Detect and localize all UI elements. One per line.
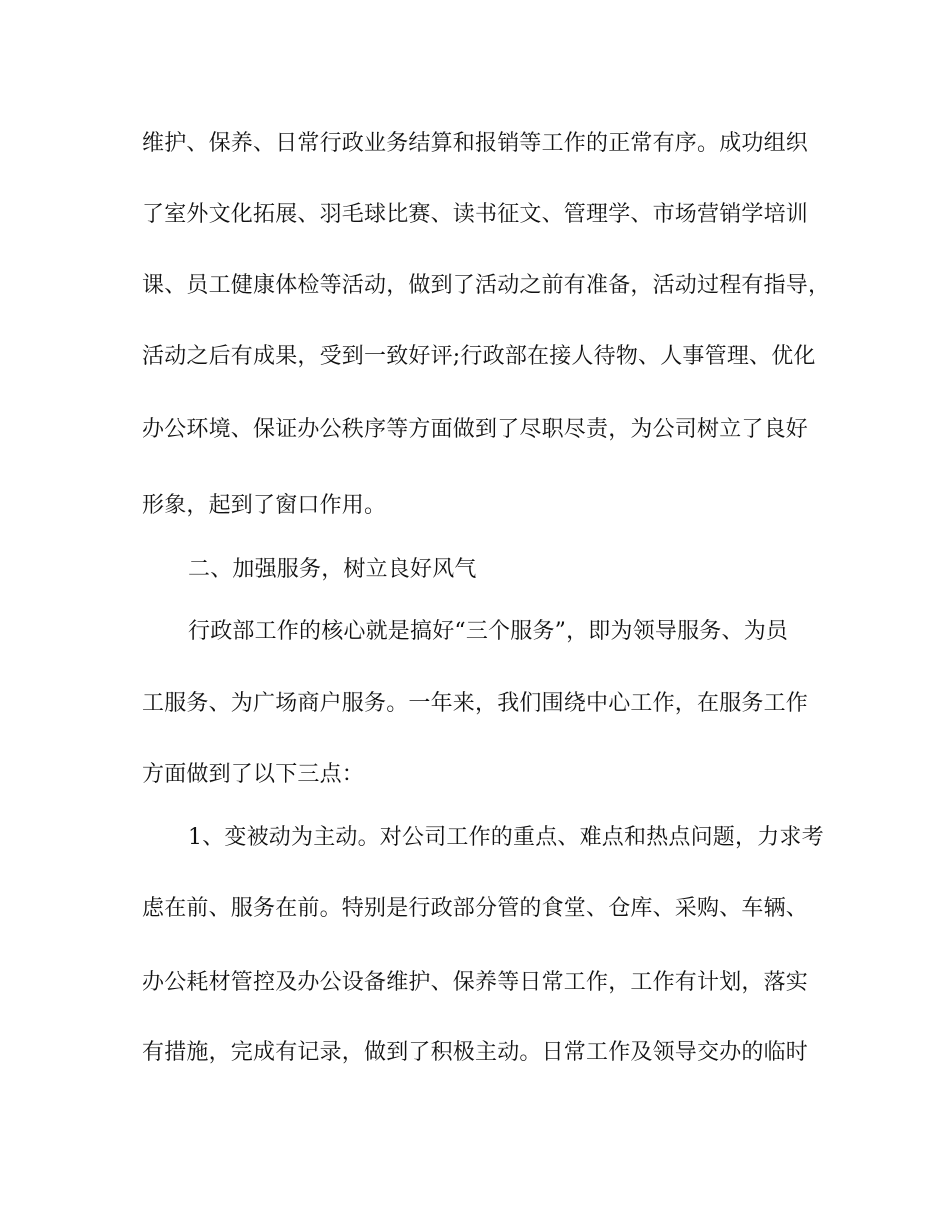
- section-heading: 二、加强服务，树立良好风气: [188, 557, 477, 582]
- body-text-line: 课、员工健康体检等活动，做到了活动之前有准备，活动过程有指导，: [142, 273, 831, 298]
- body-text-line: 办公耗材管控及办公设备维护、保养等日常工作，工作有计划，落实: [142, 970, 809, 995]
- paragraph-first-line: 行政部工作的核心就是搞好“三个服务”，即为领导服务、为员: [188, 619, 789, 644]
- body-text-line: 形象，起到了窗口作用。: [142, 493, 387, 518]
- body-text-line: 活动之后有成果，受到一致好评;行政部在接人待物、人事管理、优化: [142, 344, 816, 369]
- body-text-line: 了室外文化拓展、羽毛球比赛、读书征文、管理学、市场营销学培训: [142, 202, 809, 227]
- body-text-line: 办公环境、保证办公秩序等方面做到了尽职尽责，为公司树立了良好: [142, 417, 809, 442]
- list-item-first-line: 1、变被动为主动。对公司工作的重点、难点和热点问题，力求考: [188, 825, 824, 850]
- body-text-line: 有措施，完成有记录，做到了积极主动。日常工作及领导交办的临时: [142, 1040, 809, 1065]
- body-text-line: 方面做到了以下三点：: [142, 762, 365, 787]
- body-text-line: 工服务、为广场商户服务。一年来，我们围绕中心工作，在服务工作: [142, 691, 809, 716]
- body-text-line: 维护、保养、日常行政业务结算和报销等工作的正常有序。成功组织: [142, 131, 809, 156]
- body-text-line: 虑在前、服务在前。特别是行政部分管的食堂、仓库、采购、车辆、: [142, 896, 809, 921]
